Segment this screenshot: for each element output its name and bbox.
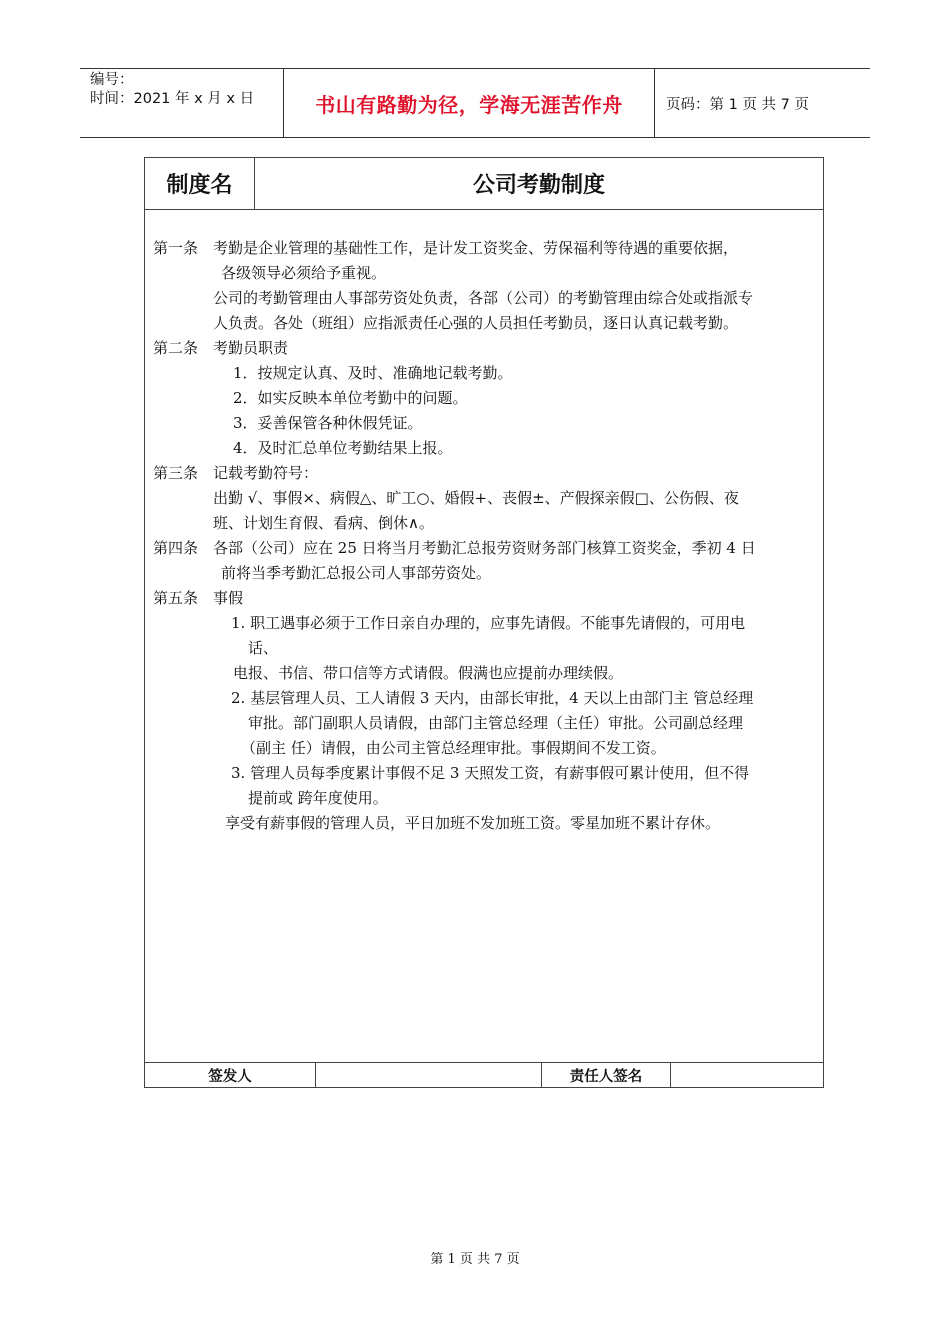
article-1-line: 人负责。各处（班组）应指派责任心强的人员担任考勤员，逐日认真记载考勤。	[213, 314, 739, 332]
list-item: 电报、书信、带口信等方式请假。假满也应提前办理续假。	[233, 664, 624, 682]
signature-row	[145, 1062, 823, 1087]
article-1-line: 各级领导必须给予重视。	[221, 264, 387, 282]
regulation-name-label: 制度名	[145, 158, 255, 209]
list-item: 2. 基层管理人员、工人请假 3 天内，由部长审批，4 天以上由部门主 管总经理	[231, 689, 754, 707]
time-label: 时间：2021 年 x 月 x 日	[90, 91, 255, 107]
article-3-heading: 第三条 记载考勤符号：	[153, 464, 319, 482]
list-item: （副主 任）请假，由公司主管总经理审批。事假期间不发工资。	[241, 739, 666, 757]
list-item: 审批。部门副职人员请假，由部门主管总经理（主任）审批。公司副总经理	[248, 714, 744, 732]
document-header	[80, 68, 870, 138]
page-number: 第 1 页 共 7 页	[430, 1252, 520, 1267]
article-1-line: 第一条 考勤是企业管理的基础性工作，是计发工资奖金、劳保福利等待遇的重要依据，	[153, 239, 739, 257]
closing-note: 享受有薪事假的管理人员，平日加班不发加班工资。零星加班不累计存休。	[225, 814, 721, 832]
attendance-symbols: 出勤 √、事假×、病假△、旷工○、婚假+、丧假±、产假探亲假□、公伤假、夜	[213, 489, 739, 507]
list-item: 1. 职工遇事必须于工作日亲自办理的，应事先请假。不能事先请假的，可用电	[231, 614, 746, 632]
list-item: 2．如实反映本单位考勤中的问题。	[233, 389, 468, 407]
issuer-label: 签发人	[208, 1068, 252, 1085]
header-divider	[654, 69, 655, 137]
issuer-field[interactable]	[316, 1063, 541, 1087]
header-meta	[90, 71, 254, 109]
responsible-signature-field[interactable]	[671, 1063, 823, 1087]
attendance-symbols: 班、计划生育假、看病、倒休∧。	[213, 514, 434, 532]
code-label: 编号：	[90, 72, 134, 88]
header-motto: 书山有路勤为径，学海无涯苦作舟	[315, 92, 623, 117]
article-5-heading: 第五条 事假	[153, 589, 244, 607]
regulation-name-value: 公司考勤制度	[472, 173, 605, 198]
article-1-line: 公司的考勤管理由人事部劳资处负责，各部（公司）的考勤管理由综合处或指派专	[213, 289, 754, 307]
article-2-heading: 第二条 考勤员职责	[153, 339, 289, 357]
list-item: 4．及时汇总单位考勤结果上报。	[233, 439, 453, 457]
article-4-line: 前将当季考勤汇总报公司人事部劳资处。	[221, 564, 492, 582]
list-item: 3．妥善保管各种休假凭证。	[233, 414, 423, 432]
regulation-table	[144, 157, 824, 1088]
regulation-title-row	[145, 158, 823, 210]
list-item: 3. 管理人员每季度累计事假不足 3 天照发工资，有薪事假可累计使用，但不得	[231, 764, 750, 782]
list-item: 1．按规定认真、及时、准确地记载考勤。	[233, 364, 513, 382]
list-item: 话、	[248, 639, 279, 657]
header-page-info: 页码：第 1 页 共 7 页	[666, 96, 809, 113]
responsible-label: 责任人签名	[569, 1068, 643, 1085]
list-item: 提前或 跨年度使用。	[248, 789, 388, 807]
article-4-line: 第四条 各部（公司）应在 25 日将当月考勤汇总报劳资财务部门核算工资奖金，季初 4 日	[153, 539, 756, 557]
